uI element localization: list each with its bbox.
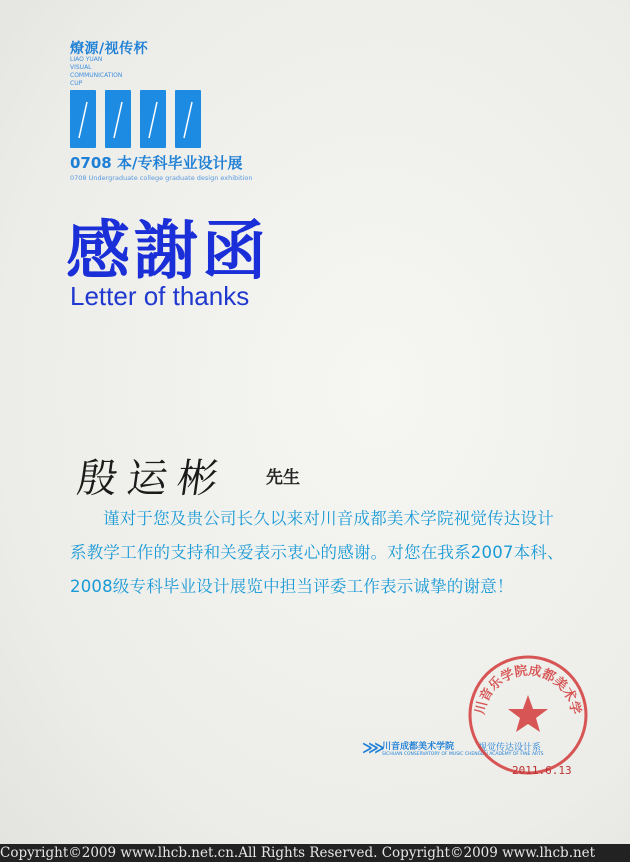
logo-block bbox=[70, 90, 96, 148]
logo-subtitle-line: LIAO YUAN bbox=[70, 56, 103, 63]
letter-body: 谨对于您及贵公司长久以来对川音成都美术学院视觉传达设计系教学工作的支持和关爱表示衷心的感谢。对您在我系2007本科、2008级专科毕业设计展览中担当评委工作表示诚挚的谢意！ bbox=[70, 509, 564, 596]
official-seal bbox=[466, 653, 590, 777]
logo-subtitle-line: VISUAL bbox=[70, 64, 92, 71]
copyright-watermark: Copyright©2009 www.lhcb.net.cn.All Rights Reserved. Copyright©2009 www.lhcb.net bbox=[0, 844, 630, 862]
department-name: 视觉传达设计系 bbox=[478, 743, 542, 753]
exhibition-subtitle: 0708 Undergraduate college graduate design exhibition bbox=[70, 174, 253, 182]
logo-subtitle-line: CUP bbox=[70, 80, 83, 87]
logo-title: 燎源/视传杯 bbox=[70, 41, 149, 57]
school-logo-icon: ⋙ bbox=[362, 738, 385, 757]
logo-block bbox=[105, 90, 131, 148]
issue-date: 2011.6.13 bbox=[512, 764, 572, 777]
logo-subtitle bbox=[70, 56, 150, 88]
letter-title-chinese: 感謝函 bbox=[66, 215, 270, 289]
school-name-english: SICHUAN CONSERVATORY OF MUSIC CHENGDU ACADEMY OF FINE ARTS bbox=[382, 752, 544, 757]
logo-block bbox=[140, 90, 166, 148]
logo-subtitle-line: COMMUNICATION bbox=[70, 72, 123, 79]
exhibition-title: 0708 本/专科毕业设计展 bbox=[70, 154, 243, 172]
letter-title-english: Letter of thanks bbox=[70, 281, 250, 311]
logo-block bbox=[175, 90, 201, 148]
recipient-block bbox=[74, 447, 310, 502]
school-name: 川音成都美术学院 bbox=[382, 742, 455, 752]
logo-blocks bbox=[70, 90, 202, 148]
seal-text: 川音乐学院成都美术学 bbox=[473, 663, 583, 716]
recipient-name: 殷运彬 bbox=[74, 456, 231, 502]
recipient-honorific: 先生 bbox=[266, 468, 300, 488]
